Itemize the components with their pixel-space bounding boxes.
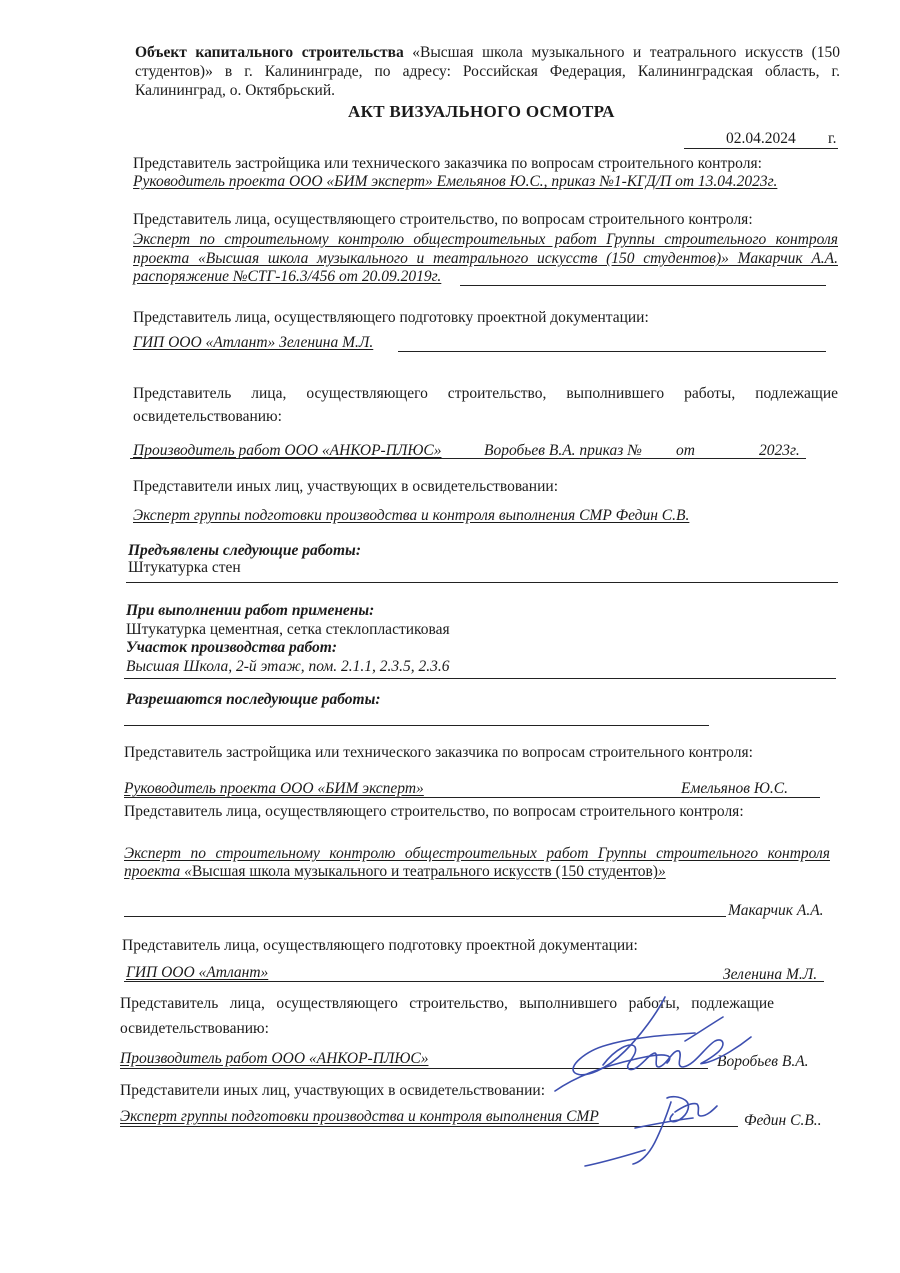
sig-builder-line-2-end: » [657, 863, 666, 880]
contractor-rep-order-from: от [676, 442, 695, 459]
builder-rep-underline [460, 285, 826, 286]
object-label: Объект капитального строительства [135, 44, 404, 61]
work-site-value: Высшая Школа, 2-й этаж, пом. 2.1.1, 2.3.5, 2.3.6 [126, 658, 450, 675]
sig-customer-name: Емельянов Ю.С. [681, 780, 789, 797]
act-title: АКТ ВИЗУАЛЬНОГО ОСМОТРА [348, 102, 615, 121]
designer-rep-underline [398, 351, 826, 352]
sig-builder-line-2-prefix: проекта « [124, 863, 192, 880]
designer-rep-value: ГИП ООО «Атлант» Зеленина М.Л. [133, 334, 374, 351]
contractor-rep-order-year: 2023г. [759, 442, 800, 459]
contractor-rep-position: Производитель работ ООО «АНКОР-ПЛЮС» [133, 442, 442, 459]
applied-materials-label: При выполнении работ применены: [126, 602, 375, 619]
sig-designer-position: ГИП ООО «Атлант» [126, 964, 269, 981]
builder-rep-value-2: проекта «Высшая школа музыкального и театрального искусств (150 студентов)» Макарчик А.А. [133, 250, 838, 267]
act-date: 02.04.2024 [726, 130, 796, 147]
sig-others-label: Представители иных лиц, участвующих в освидетельствовании: [120, 1082, 546, 1099]
sig-customer-position: Руководитель проекта ООО «БИМ эксперт» [124, 780, 424, 797]
object-name: «Высшая школа музыкального и театрального искусств (150 [403, 44, 840, 61]
builder-rep-label: Представитель лица, осуществляющего строительство, по вопросам строительного контроля: [133, 211, 753, 228]
sig-contractor-label-2: освидетельствованию: [120, 1020, 269, 1037]
sig-designer-underline [124, 981, 824, 982]
builder-rep-value-1: Эксперт по строительному контролю общестроительных работ Группы строительного контроля [133, 231, 838, 248]
sig-customer-label: Представитель застройщика или технического заказчика по вопросам строительного контроля: [124, 744, 753, 761]
object-line-1 [135, 43, 840, 62]
customer-rep-label: Представитель застройщика или технического заказчика по вопросам строительного контроля: [133, 155, 762, 172]
sig-builder-underline [124, 916, 726, 917]
customer-rep-value: Руководитель проекта ООО «БИМ эксперт» Емельянов Ю.С., приказ №1-КГД/П от 13.04.2023г. [133, 173, 778, 190]
builder-rep-value-3: распоряжение №СТГ-16.3/456 от 20.09.2019г. [133, 268, 442, 285]
others-rep-value: Эксперт группы подготовки производства и контроля выполнения СМР Федин С.В. [133, 507, 690, 524]
applied-materials-value: Штукатурка цементная, сетка стеклопластиковая [126, 621, 450, 638]
contractor-rep-underline [130, 458, 806, 459]
date-underline [684, 148, 838, 149]
sig-contractor-label-1: Представитель лица, осуществляющего строительство, выполнившего работы, подлежащие [120, 995, 774, 1012]
sig-contractor-name: Воробьев В.А. [717, 1053, 809, 1070]
contractor-rep-order: Воробьев В.А. приказ № [484, 442, 642, 459]
allowed-works-label: Разрешаются последующие работы: [126, 691, 381, 708]
others-rep-label: Представители иных лиц, участвующих в освидетельствовании: [133, 478, 559, 495]
act-date-suffix: г. [828, 130, 837, 147]
contractor-rep-label-1: Представитель лица, осуществляющего строительство, выполнившего работы, подлежащие [133, 385, 838, 402]
sig-builder-label: Представитель лица, осуществляющего строительство, по вопросам строительного контроля: [124, 803, 744, 820]
sig-designer-label: Представитель лица, осуществляющего подготовку проектной документации: [122, 937, 638, 954]
sig-others-position: Эксперт группы подготовки производства и контроля выполнения СМР [120, 1108, 599, 1125]
sig-builder-line-1: Эксперт по строительному контролю общестроительных работ Группы строительного контроля [124, 845, 830, 862]
sig-builder-name: Макарчик А.А. [728, 902, 824, 919]
sig-others-name: Федин С.В.. [744, 1112, 822, 1129]
presented-works-label: Предъявлены следующие работы: [128, 542, 361, 559]
presented-works-underline [126, 582, 838, 583]
sig-designer-name: Зеленина М.Л. [723, 966, 818, 983]
contractor-rep-label-2: освидетельствованию: [133, 408, 282, 425]
sig-contractor-position: Производитель работ ООО «АНКОР-ПЛЮС» [120, 1050, 429, 1067]
sig-builder-line-2-project: Высшая школа музыкального и театрального искусств (150 студентов) [191, 863, 658, 880]
work-site-label: Участок производства работ: [126, 639, 338, 656]
presented-works-value: Штукатурка стен [128, 559, 241, 576]
designer-rep-label: Представитель лица, осуществляющего подготовку проектной документации: [133, 309, 649, 326]
object-line-2: студентов)» в г. Калининграде, по адресу: Российская Федерация, Калининградская область, г. [135, 63, 840, 80]
work-site-underline [124, 678, 836, 679]
object-line-3: Калининград, о. Октябрьский. [135, 82, 335, 99]
allowed-works-underline [124, 725, 709, 726]
others-signature [575, 1090, 745, 1170]
sig-builder-line-2 [124, 862, 666, 881]
